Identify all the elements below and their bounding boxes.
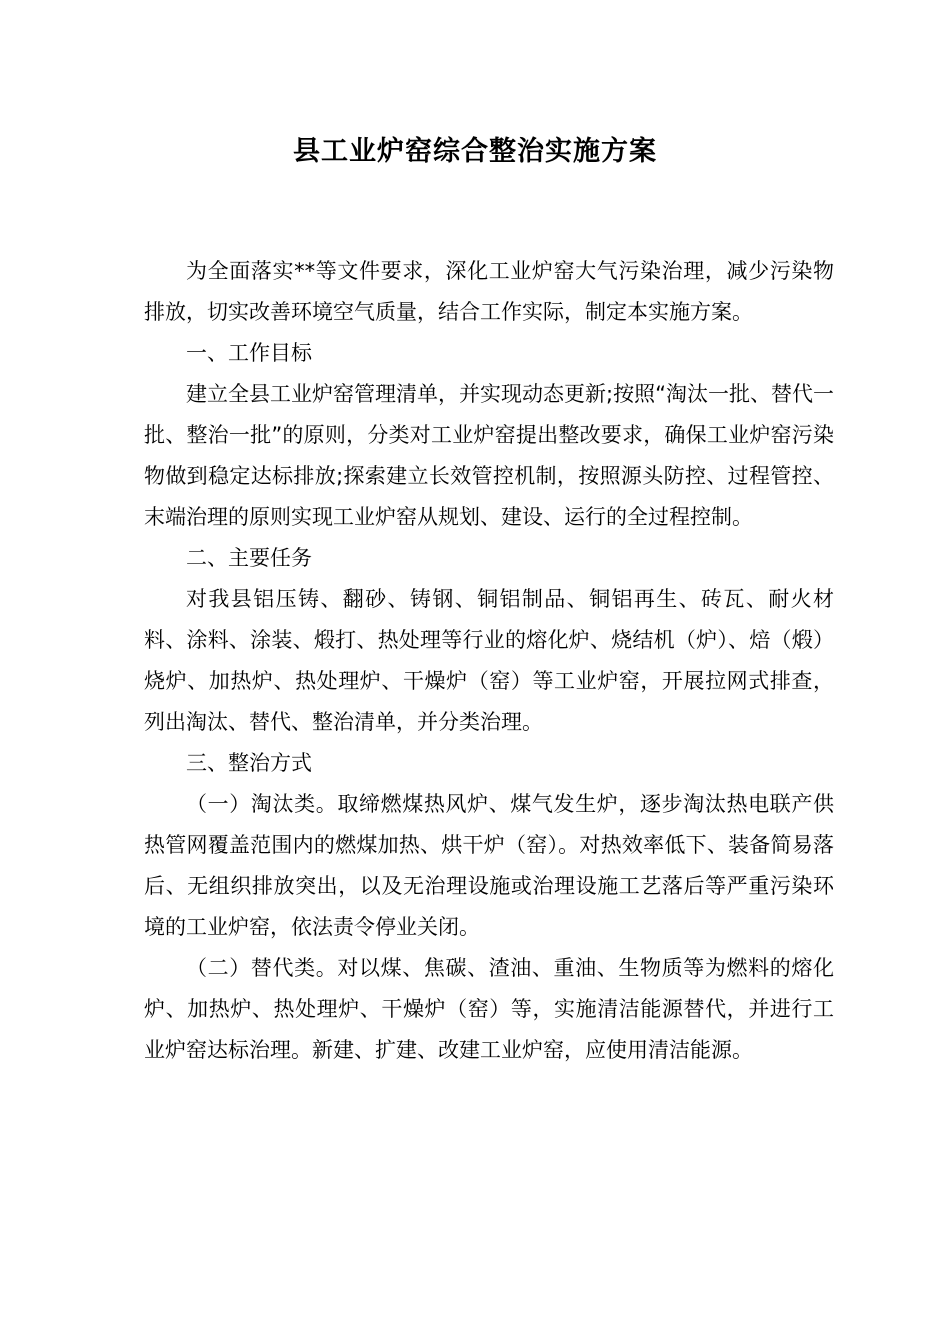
methods-item-elimination: （一）淘汰类。取缔燃煤热风炉、煤气发生炉，逐步淘汰热电联产供热管网覆盖范围内的燃煤加热、烘干炉（窑）。对热效率低下、装备简易落后、无组织排放突出，以及无治理设施或治理设施工艺落后等严重污染环境的工业炉窑，依法责令停业关闭。 — [144, 792, 834, 939]
document-body — [144, 251, 834, 1071]
intro-paragraph: 为全面落实**等文件要求，深化工业炉窑大气污染治理，减少污染物排放，切实改善环境空气质量，结合工作实际，制定本实施方案。 — [144, 259, 834, 324]
tasks-paragraph: 对我县铝压铸、翻砂、铸钢、铜铝制品、铜铝再生、砖瓦、耐火材料、涂料、涂装、煅打、热处理等行业的熔化炉、烧结机（炉）、焙（煅）烧炉、加热炉、热处理炉、干燥炉（窑）等工业炉窑，开展拉网式排查，列出淘汰、替代、整治清单，并分类治理。 — [144, 587, 834, 734]
section-heading-tasks: 二、主要任务 — [186, 546, 312, 570]
goals-paragraph: 建立全县工业炉窑管理清单，并实现动态更新;按照“淘汰一批、替代一批、整治一批”的原则，分类对工业炉窑提出整改要求，确保工业炉窑污染物做到稳定达标排放;探索建立长效管控机制，按照源头防控、过程管控、末端治理的原则实现工业炉窑从规划、建设、运行的全过程控制。 — [144, 382, 834, 529]
document-title: 县工业炉窑综合整治实施方案 — [293, 136, 657, 167]
methods-item-substitution: （二）替代类。对以煤、焦碳、渣油、重油、生物质等为燃料的熔化炉、加热炉、热处理炉、干燥炉（窑）等，实施清洁能源替代，并进行工业炉窑达标治理。新建、扩建、改建工业炉窑，应使用清洁能源。 — [144, 956, 834, 1062]
section-heading-methods: 三、整治方式 — [186, 751, 312, 775]
section-heading-goals: 一、工作目标 — [186, 341, 312, 365]
